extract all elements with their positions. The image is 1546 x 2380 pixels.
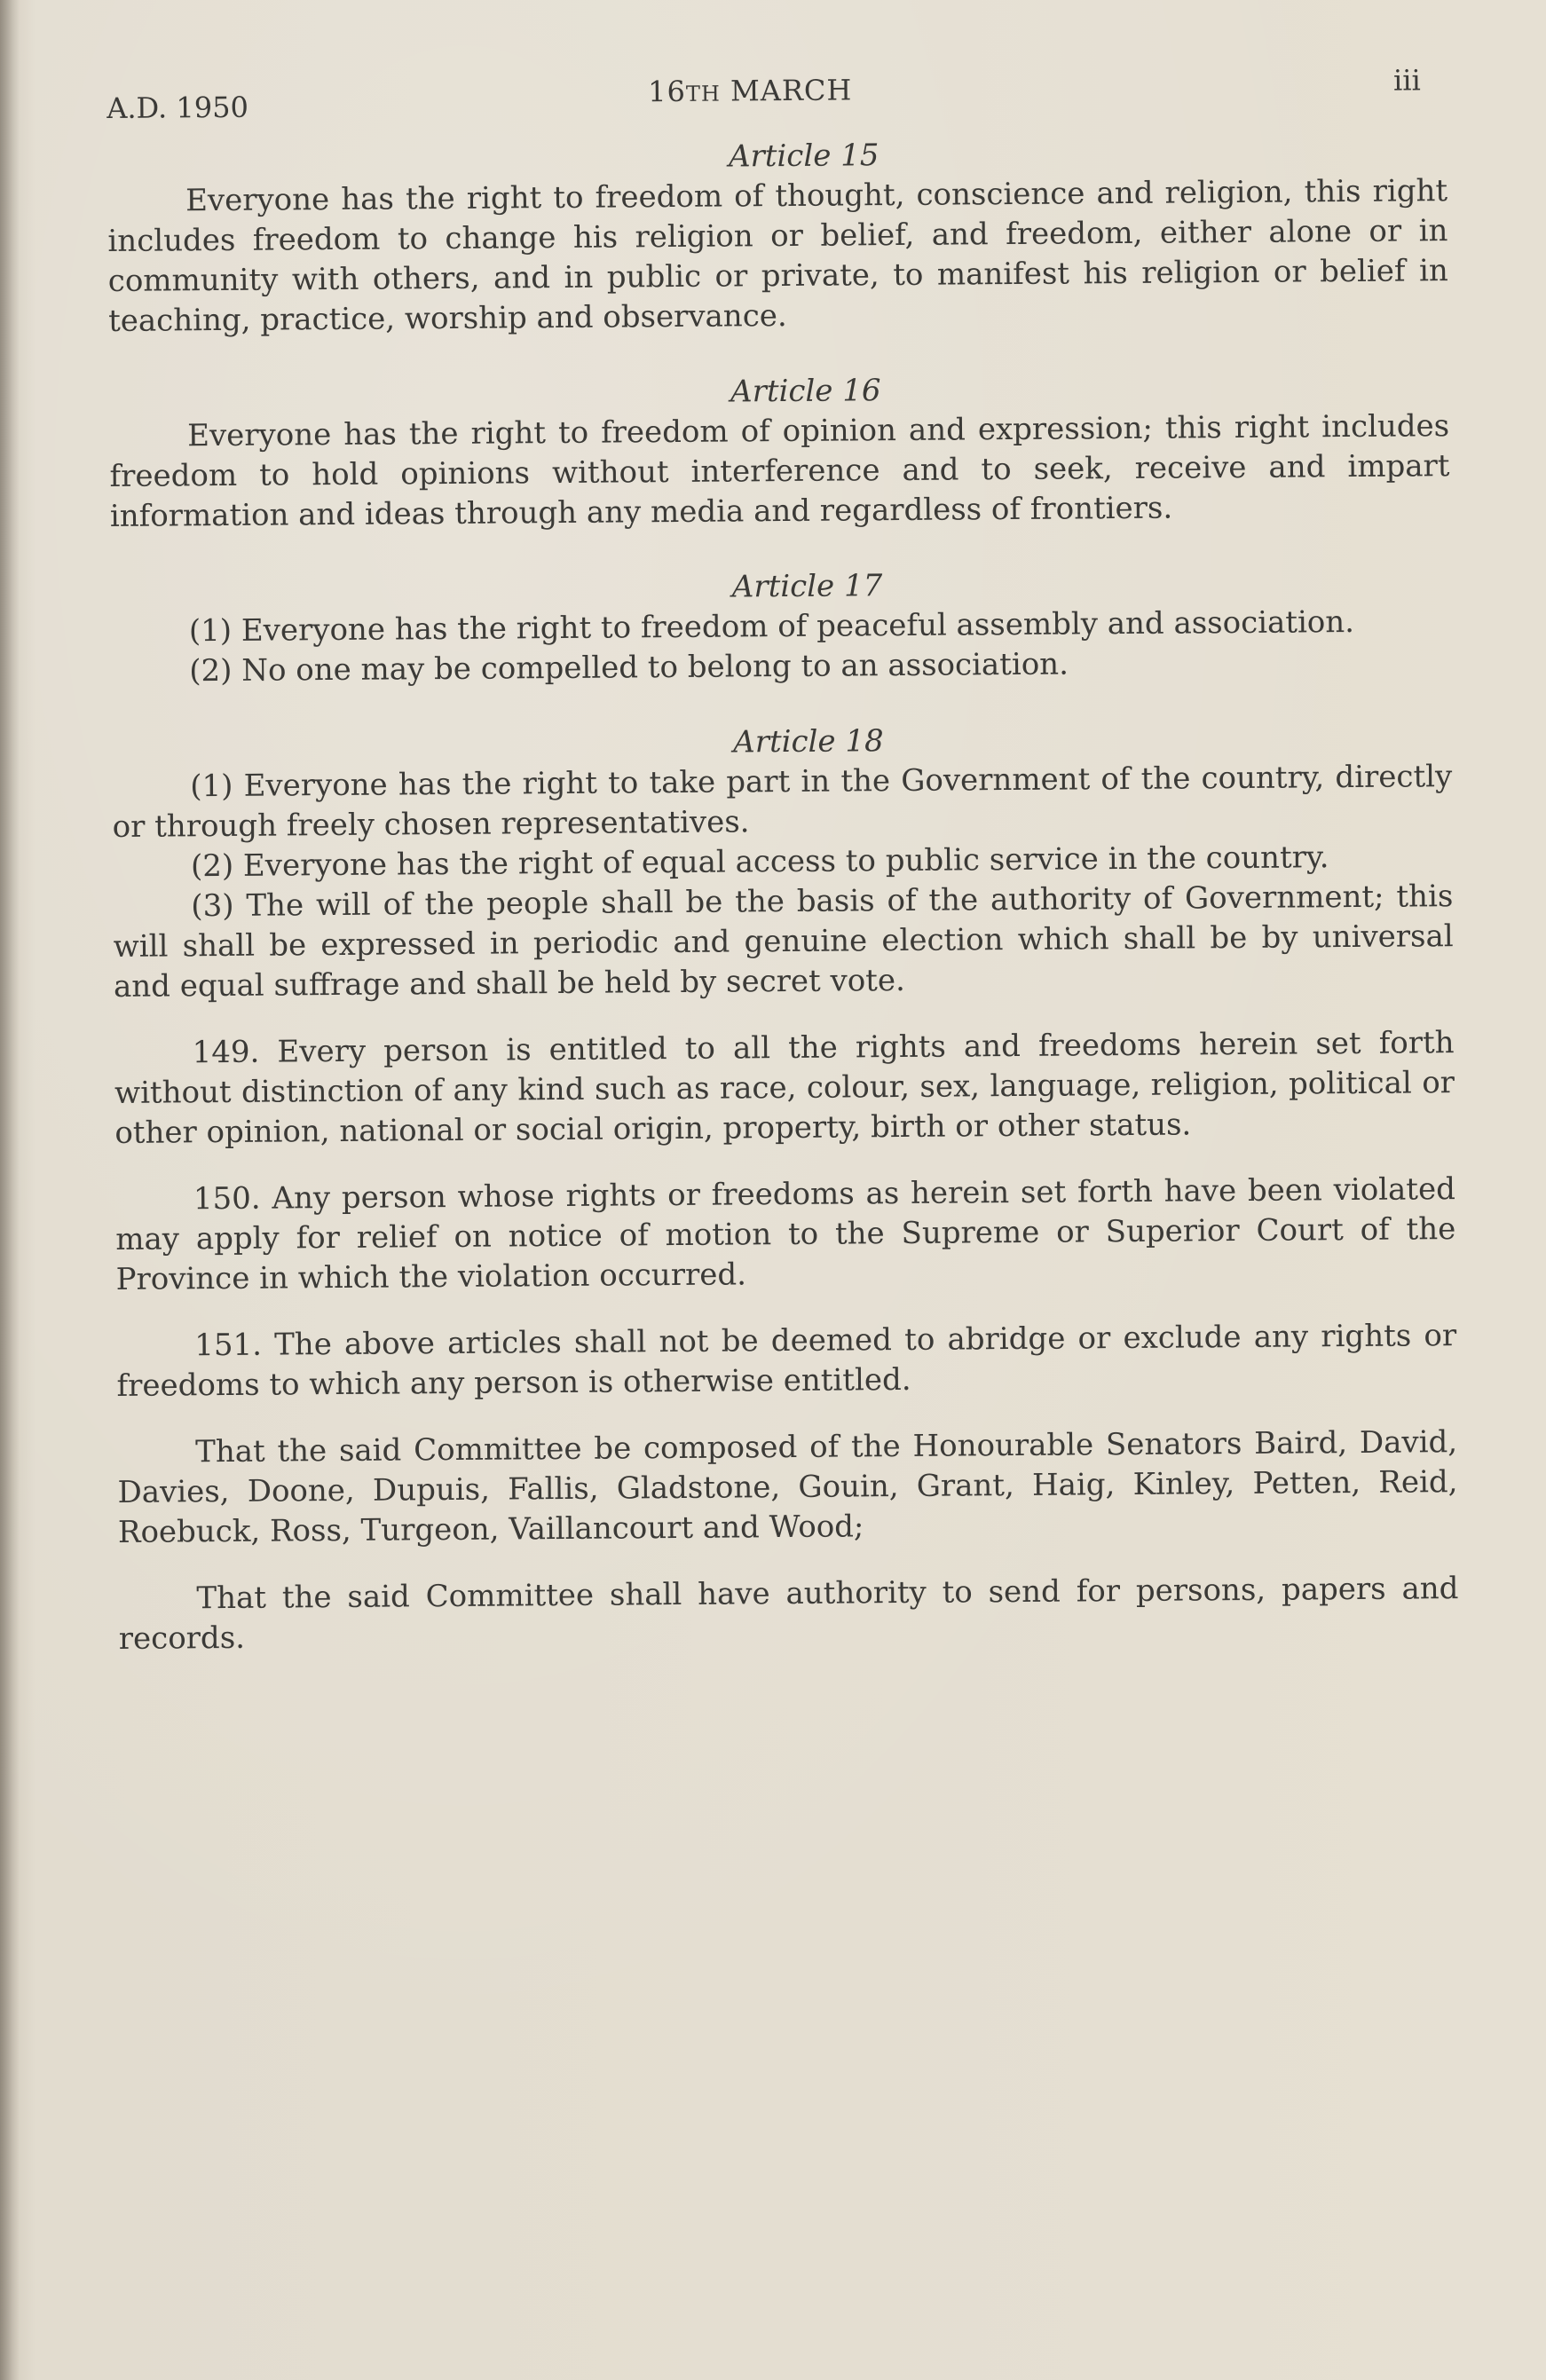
article-15-title: Article 15: [728, 138, 879, 175]
header-day-suffix: TH: [685, 81, 721, 106]
committee-composition: That the said Committee be composed of the Honourable Senators Baird, David, Davies, Doone, Dupuis, Fallis, Gladstone, Gouin, Grant, Haig, Kinley, Petten, Reid, Roebuck, Ross, Turgeon, Vaillancourt and Wood;: [117, 1424, 1458, 1550]
article-17-title: Article 17: [731, 568, 883, 605]
committee-authority: That the said Committee shall have authority to send for persons, papers and records.: [118, 1571, 1459, 1657]
article-17-clause-1: (1) Everyone has the right to freedom of peaceful assembly and association.: [188, 603, 1355, 650]
article-16-text: Everyone has the right to freedom of opinion and expression; this right includes freedom to hold opinions without interference and to seek, receive and impart information and ideas through any media and regardless of frontiers.: [109, 408, 1450, 534]
section-150: 150. Any person whose rights or freedoms as herein set forth have been violated may apply for relief on notice of motion to the Supreme or Superior Court of the Province in which the violation occurred.: [115, 1171, 1456, 1297]
header-month: MARCH: [730, 73, 853, 108]
running-header: [106, 63, 1447, 130]
page-text: [106, 63, 1459, 1659]
binding-edge-shadow: [0, 0, 20, 2380]
article-18-clause-3: (3) The will of the people shall be the basis of the authority of Government; this will shall be expressed in periodic and genuine election which shall be by universal and equal suffrage and shall be held by secret vote.: [113, 879, 1454, 1005]
article-16-title: Article 16: [730, 373, 881, 410]
article-18-title: Article 18: [733, 723, 884, 760]
header-date: [648, 70, 853, 114]
header-year: A.D. 1950: [106, 90, 249, 125]
section-149: 149. Every person is entitled to all the rights and freedoms herein set forth without distinction of any kind such as race, colour, sex, language, religion, political or other opinion, national or social origin, property, birth or other status.: [114, 1025, 1455, 1151]
page-number: iii: [1392, 63, 1421, 98]
article-15-text: Everyone has the right to freedom of thought, conscience and religion, this right includes freedom to change his religion or belief, and freedom, either alone or in community with others, and in public or private, to manifest his religion or belief in teaching, practice, worship and observance.: [107, 173, 1448, 339]
section-151: 151. The above articles shall not be deemed to abridge or exclude any rights or freedoms to which any person is otherwise entitled.: [116, 1318, 1457, 1404]
header-day: 16: [648, 74, 687, 109]
article-18-clause-2: (2) Everyone has the right of equal access to public service in the country.: [190, 839, 1329, 885]
article-18-clause-1: (1) Everyone has the right to take part in the Government of the country, directly or through freely chosen representatives.: [112, 759, 1453, 845]
article-17-clause-2: (2) No one may be compelled to belong to an association.: [189, 646, 1069, 690]
